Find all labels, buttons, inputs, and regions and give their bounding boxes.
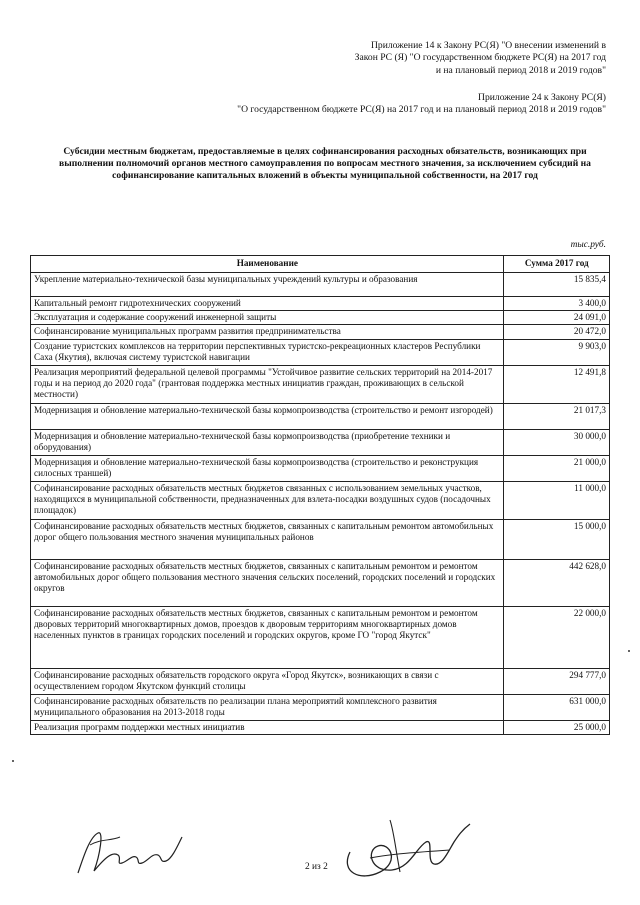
row-name: Эксплуатация и содержание сооружений инженерной защиты	[31, 311, 504, 325]
table-row	[31, 481, 610, 519]
row-amount: 21 017,3	[503, 403, 609, 429]
table-header-row	[31, 256, 610, 273]
scan-speck	[12, 760, 14, 762]
table-row	[31, 297, 610, 311]
table-row	[31, 365, 610, 403]
row-name: Софинансирование расходных обязательств городского округа «Город Якутск», возникающих в связи с осуществлением городом Якутском функций столицы	[31, 668, 504, 694]
scan-speck	[628, 650, 630, 652]
table-row	[31, 559, 610, 606]
table-row	[31, 403, 610, 429]
row-name: Модернизация и обновление материально-технической базы кормопроизводства (строительство и ремонт изгородей)	[31, 403, 504, 429]
row-amount: 9 903,0	[503, 339, 609, 365]
row-amount: 12 491,8	[503, 365, 609, 403]
row-name: Создание туристских комплексов на территории перспективных туристско-рекреационных кластеров Республики Саха (Якутия), включая систему туристской навигации	[31, 339, 504, 365]
column-header-name: Наименование	[31, 256, 504, 273]
document-title: Субсидии местным бюджетам, предоставляемые в целях софинансирования расходных обязательств, возникающих при выполнении полномочий органов местного самоуправления по вопросам местного значения, за исключением субсидий на софинансирование капитальных вложений в объекты муниципальной собственности, на 2017 год	[59, 146, 591, 182]
row-amount: 20 472,0	[503, 325, 609, 339]
row-name: Укрепление материально-технической базы муниципальных учреждений культуры и образования	[31, 273, 504, 297]
header-line: Приложение 14 к Закону РС(Я) "О внесении изменений в	[370, 40, 606, 51]
row-name: Софинансирование расходных обязательств местных бюджетов, связанных с капитальным ремонтом автомобильных дорог общего пользования местного значения муниципальных районов	[31, 519, 504, 559]
row-amount: 25 000,0	[503, 720, 609, 734]
header-line: Приложение 24 к Закону РС(Я)	[478, 92, 606, 103]
table-row	[31, 429, 610, 455]
signature-left	[70, 815, 190, 885]
row-amount: 3 400,0	[503, 297, 609, 311]
signature-right	[330, 812, 480, 892]
row-amount: 631 000,0	[503, 694, 609, 720]
table-row	[31, 668, 610, 694]
header-line: "О государственном бюджете РС(Я) на 2017 год и на плановый период 2018 и 2019 годов"	[237, 104, 606, 116]
table-row	[31, 339, 610, 365]
table-row	[31, 720, 610, 734]
row-name: Реализация программ поддержки местных инициатив	[31, 720, 504, 734]
table-row	[31, 694, 610, 720]
row-amount: 22 000,0	[503, 606, 609, 668]
row-amount: 294 777,0	[503, 668, 609, 694]
table-row	[31, 519, 610, 559]
row-amount: 21 000,0	[503, 455, 609, 481]
row-name: Софинансирование расходных обязательств местных бюджетов, связанных с капитальным ремонтом и ремонтом дворовых территорий многоквартирных домов, проездов к дворовым территориям многоквартирных домов населенных пунктов в границах городских поселений и городских округов, кроме ГО "город Якутск"	[31, 606, 504, 668]
row-name: Софинансирование муниципальных программ развития предпринимательства	[31, 325, 504, 339]
row-amount: 442 628,0	[503, 559, 609, 606]
header-line: Закон РС (Я) "О государственном бюджете РС(Я) на 2017 год	[354, 52, 606, 64]
unit-label: тыс.руб.	[570, 240, 606, 250]
row-amount: 24 091,0	[503, 311, 609, 325]
table-row	[31, 606, 610, 668]
table-row	[31, 273, 610, 297]
table-body	[31, 273, 610, 735]
row-amount: 11 000,0	[503, 481, 609, 519]
table-row	[31, 455, 610, 481]
row-name: Софинансирование расходных обязательств по реализации плана мероприятий комплексного развития муниципального образования на 2013-2018 годы	[31, 694, 504, 720]
header-annex-24	[166, 92, 606, 117]
row-amount: 30 000,0	[503, 429, 609, 455]
row-amount: 15 835,4	[503, 273, 609, 297]
row-name: Реализация мероприятий федеральной целевой программы "Устойчивое развитие сельских территорий на 2014-2017 годы и на период до 2020 года" (грантовая поддержка местных инициатив граждан, проживающих в сельской местности)	[31, 365, 504, 403]
row-name: Капитальный ремонт гидротехнических сооружений	[31, 297, 504, 311]
table-row	[31, 311, 610, 325]
row-name: Модернизация и обновление материально-технической базы кормопроизводства (строительство и реконструкция силосных траншей)	[31, 455, 504, 481]
column-header-sum: Сумма 2017 год	[503, 256, 609, 273]
page-number: 2 из 2	[305, 862, 328, 872]
header-annex-14	[186, 40, 606, 77]
row-amount: 15 000,0	[503, 519, 609, 559]
row-name: Софинансирование расходных обязательств местных бюджетов, связанных с капитальным ремонтом и ремонтом автомобильных дорог общего пользования местного значения сельских поселений, городских поселений и городских округов	[31, 559, 504, 606]
row-name: Софинансирование расходных обязательств местных бюджетов связанных с использованием земельных участков, находящихся в муниципальной собственности, предназначенных для взлета-посадки воздушных судов (посадочных площадок)	[31, 481, 504, 519]
subsidies-table	[30, 255, 610, 735]
table-row	[31, 325, 610, 339]
row-name: Модернизация и обновление материально-технической базы кормопроизводства (приобретение техники и оборудования)	[31, 429, 504, 455]
header-line: и на плановый период 2018 и 2019 годов"	[435, 64, 606, 76]
